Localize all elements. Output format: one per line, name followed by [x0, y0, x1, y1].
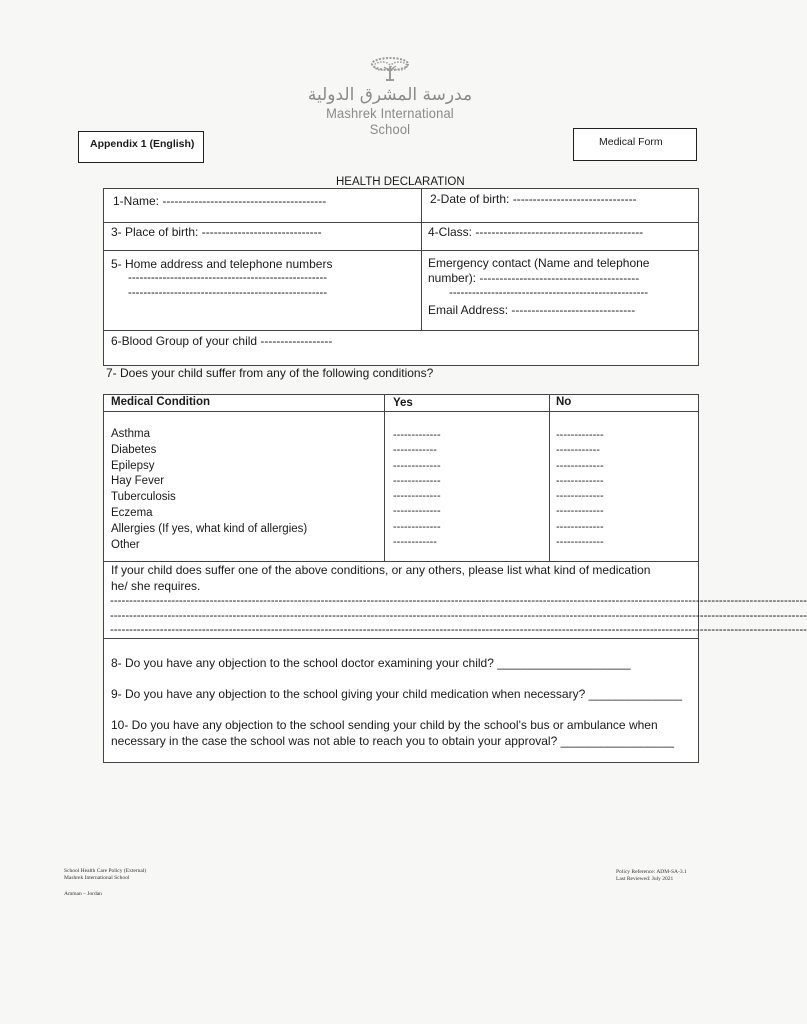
- appendix-label: Appendix 1 (English): [90, 138, 195, 150]
- medication-instruction-cont: he/ she requires.: [111, 579, 201, 593]
- medication-instruction: If your child does suffer one of the above conditions, or any others, please list what kind of medication: [111, 563, 651, 577]
- row-divider: [104, 330, 698, 331]
- appendix-box: [78, 131, 204, 163]
- place-of-birth-field[interactable]: 3- Place of birth: ------------------------------: [111, 225, 322, 239]
- medical-conditions-table: [103, 394, 807, 763]
- emergency-contact-label: Emergency contact (Name and telephone: [428, 256, 650, 270]
- footer-right: [616, 869, 687, 882]
- yes-column: [393, 428, 441, 550]
- column-divider: [549, 395, 550, 561]
- no-answer[interactable]: -------------: [556, 459, 604, 472]
- dob-field[interactable]: 2-Date of birth: -------------------------------: [430, 192, 637, 206]
- school-name-arabic: مدرسة المشرق الدولية: [307, 85, 473, 105]
- yes-answer[interactable]: ------------: [393, 444, 437, 457]
- column-divider: [384, 395, 385, 561]
- form-type-label: Medical Form: [599, 136, 663, 148]
- condition-item: Allergies (If yes, what kind of allergies): [111, 522, 308, 535]
- home-address-line[interactable]: ----------------------------------------------------: [128, 272, 328, 284]
- condition-item: Other: [111, 538, 140, 551]
- page-title: HEALTH DECLARATION: [336, 176, 465, 188]
- medication-line[interactable]: --------------------------------------------------------------------------------------------------------------------------------------------------------------------------------------: [110, 624, 807, 636]
- no-answer[interactable]: -------------: [556, 490, 604, 503]
- footer-school: Mashrek International School: [64, 874, 130, 881]
- condition-item: Tuberculosis: [111, 491, 176, 504]
- yes-answer[interactable]: -------------: [393, 490, 441, 503]
- yes-answer[interactable]: -------------: [393, 429, 441, 441]
- column-header-no: No: [556, 396, 572, 408]
- column-header-yes: Yes: [393, 397, 413, 409]
- condition-item: Eczema: [111, 506, 153, 519]
- no-answer[interactable]: -------------: [556, 429, 604, 441]
- no-answer[interactable]: -------------: [556, 520, 604, 533]
- footer-policy-reference: Policy Reference: ADM-SA-3.1: [616, 869, 687, 875]
- question-9[interactable]: 9- Do you have any objection to the school giving your child medication when necessary? ______________: [111, 687, 683, 701]
- personal-details-table: [103, 188, 699, 366]
- header-divider: [104, 411, 698, 412]
- footer-left: [64, 868, 146, 898]
- yes-answer[interactable]: -------------: [393, 520, 441, 533]
- medication-line[interactable]: --------------------------------------------------------------------------------------------------------------------------------------------------------------------------------------: [110, 595, 807, 607]
- form-type-box: [573, 128, 697, 161]
- conditions-list: [111, 427, 307, 553]
- tree-logo-icon: [360, 55, 420, 83]
- row-divider: [104, 638, 698, 639]
- column-divider: [421, 189, 422, 330]
- no-answer[interactable]: ------------: [556, 444, 600, 457]
- school-name-english: Mashrek International School: [326, 105, 454, 137]
- emergency-contact-line[interactable]: ----------------------------------------------------: [449, 287, 649, 299]
- home-address-line[interactable]: ----------------------------------------------------: [128, 287, 328, 299]
- row-divider: [104, 222, 698, 223]
- home-address-label: 5- Home address and telephone numbers: [111, 257, 333, 271]
- condition-item: Asthma: [111, 428, 150, 440]
- yes-answer[interactable]: ------------: [393, 536, 437, 549]
- condition-item: Epilepsy: [111, 459, 155, 472]
- name-field[interactable]: 1-Name: -----------------------------------------: [113, 194, 327, 208]
- footer-location: Amman – Jordan: [64, 891, 102, 897]
- blood-group-field[interactable]: 6-Blood Group of your child ------------------: [111, 334, 333, 348]
- question-7: 7- Does your child suffer from any of the following conditions?: [106, 366, 434, 380]
- yes-answer[interactable]: -------------: [393, 505, 441, 518]
- class-field[interactable]: 4-Class: ------------------------------------------: [428, 225, 644, 239]
- no-column: [556, 428, 604, 550]
- question-8[interactable]: 8- Do you have any objection to the school doctor examining your child? ____________________: [111, 656, 631, 670]
- condition-item: Hay Fever: [111, 475, 165, 488]
- school-logo: [300, 55, 480, 137]
- question-10: 10- Do you have any objection to the school sending your child by the school's bus or ambulance when: [111, 718, 658, 732]
- footer-last-reviewed: Last Reviewed: July 2021: [616, 875, 674, 882]
- question-10-cont[interactable]: necessary in the case the school was not able to reach you to obtain your approval? _________________: [111, 734, 675, 748]
- no-answer[interactable]: -------------: [556, 536, 604, 549]
- medication-line[interactable]: --------------------------------------------------------------------------------------------------------------------------------------------------------------------------------------: [110, 610, 807, 622]
- no-answer[interactable]: -------------: [556, 505, 604, 518]
- row-divider: [104, 250, 698, 251]
- yes-answer[interactable]: -------------: [393, 474, 441, 487]
- column-header-condition: Medical Condition: [111, 396, 211, 408]
- email-field[interactable]: Email Address: -------------------------------: [428, 303, 636, 317]
- emergency-contact-field[interactable]: number): ----------------------------------------: [428, 271, 640, 285]
- condition-item: Diabetes: [111, 443, 157, 456]
- row-divider: [104, 561, 698, 562]
- yes-answer[interactable]: -------------: [393, 459, 441, 472]
- footer-policy: School Health Care Policy (External): [64, 868, 147, 874]
- no-answer[interactable]: -------------: [556, 474, 604, 487]
